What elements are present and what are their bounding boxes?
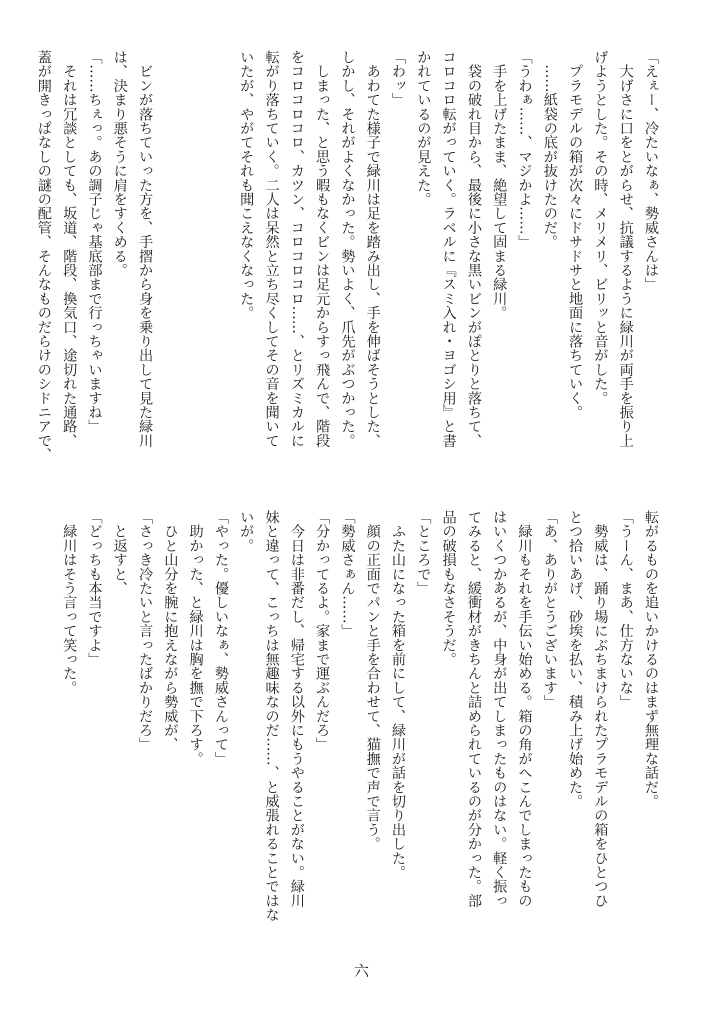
text-line: 勢威は、踊り場にぶちまけられたプラモデルの箱をひとつひ: [592, 510, 609, 908]
text-line: 品の破損もなさそうだ。: [440, 510, 457, 667]
text-line: 転がり落ちていく。二人は呆然と立ち尽くしてその音を聞いて: [263, 50, 280, 448]
text-line: 妹と違って、こっちは無趣味なのだ……、と威張れることではな: [263, 510, 280, 922]
text-line: それは冗談としても、坂道、階段、換気口、途切れた通路、: [61, 50, 78, 448]
text-line: 「わッ」: [390, 50, 407, 107]
text-line: 手を上げたまま、絶望して固まる緑川。: [491, 50, 508, 320]
text-line: 緑川はそう言って笑った。: [61, 510, 78, 695]
text-line: をコロコロコロ、カツン、コロコロコロ……、とリズミカルに: [288, 50, 305, 448]
text-line: 転がるものを追いかけるのはまず無理な話だ。: [643, 510, 659, 809]
text-line: 「あ、ありがとうございます」: [541, 510, 558, 709]
text-line: 緑川もそれを手伝い始める。箱の角がへこんでしまったもの: [516, 510, 533, 908]
text-line: 顔の正面でパンと手を合わせて、猫撫で声で言う。: [364, 510, 381, 851]
text-line: ふた山になった箱を前にして、緑川が話を切り出した。: [390, 510, 407, 880]
text-line: と返すと、: [111, 510, 128, 596]
text-line: 袋の破れ目から、最後に小さな黒いビンがぽとりと落ちて、: [465, 50, 482, 448]
text-line: ひと山分を腕に抱えながら勢威が、: [162, 510, 179, 752]
text-line: 「うわぁ……、マジかよ……」: [516, 50, 533, 249]
text-line: プラモデルの箱が次々にドサドサと地面に落ちていく。: [567, 50, 584, 420]
text-line: 「勢威さぁん……」: [339, 510, 356, 638]
text-line: いたが、やがてそれも聞こえなくなった。: [238, 50, 255, 320]
text-line: 蓋が開きっぱなしの謎の配管、そんなものだらけのシドニアで、: [35, 50, 52, 462]
text-line: [182, 50, 207, 490]
text-line: [157, 50, 182, 490]
text-line: しまった、と思う暇もなくビンは足元からすっ飛んで、階段: [314, 50, 331, 448]
text-line: 「……ちぇっ。あの調子じゃ基底部まで行っちゃいますね」: [86, 50, 103, 434]
text-line: 助かった、と緑川は胸を撫で下ろす。: [187, 510, 204, 766]
text-line: とつ拾いあげ、砂埃を払い、積み上げ始めた。: [567, 510, 584, 809]
text-line: 「ところで」: [415, 510, 432, 596]
text-line: ビンが落ちていった方を、手摺から身を乗り出して見た緑川: [137, 50, 154, 448]
text-line: コロコロ転がっていく。ラベルに『スミ入れ・ヨゴシ用』と書: [440, 50, 457, 448]
text-line: [208, 50, 233, 490]
text-line: てみると、緩衝材がきちんと詰められているのが分かった。部: [465, 510, 482, 908]
text-line: かれているのが見えた。: [415, 50, 432, 207]
text-line: 「うーん、まあ、仕方ないな」: [617, 510, 634, 709]
page-number: 六: [353, 962, 369, 980]
text-line: 「えぇー、冷たいなぁ、勢威さんは」: [643, 50, 659, 292]
text-line: げようとした。その時、メリメリ、ビリッと音がした。: [592, 50, 609, 405]
text-line: しかし、それがよくなかった。勢いよく、爪先がぶつかった。: [339, 50, 356, 448]
text-line: はいくつかあるが、中身が出てしまったものはない。軽く振っ: [491, 510, 508, 908]
text-line: 「どっちも本当ですよ」: [86, 510, 103, 667]
lower-text-block: [23, 510, 663, 950]
text-line: 「分かってるよ。家まで運ぶんだろ」: [314, 510, 331, 752]
text-line: ……紙袋の底が抜けたのだ。: [541, 50, 558, 249]
text-line: 今日は非番だし、帰宅する以外にもうやることがない。緑川: [288, 510, 305, 908]
text-line: あわてた様子で緑川は足を踏み出し、手を伸ばそうとした、: [364, 50, 381, 448]
text-line: 「やった。優しいなぁ、勢威さんって」: [212, 510, 229, 766]
text-line: は、決まり悪そうに肩をすくめる。: [111, 50, 128, 278]
text-line: 大げさに口をとがらせ、抗議するように緑川が両手を振り上: [617, 50, 634, 448]
text-line: いが。: [238, 510, 255, 553]
upper-text-block: [23, 50, 663, 490]
text-line: 「さっき冷たいと言ったばかりだろ」: [137, 510, 154, 752]
